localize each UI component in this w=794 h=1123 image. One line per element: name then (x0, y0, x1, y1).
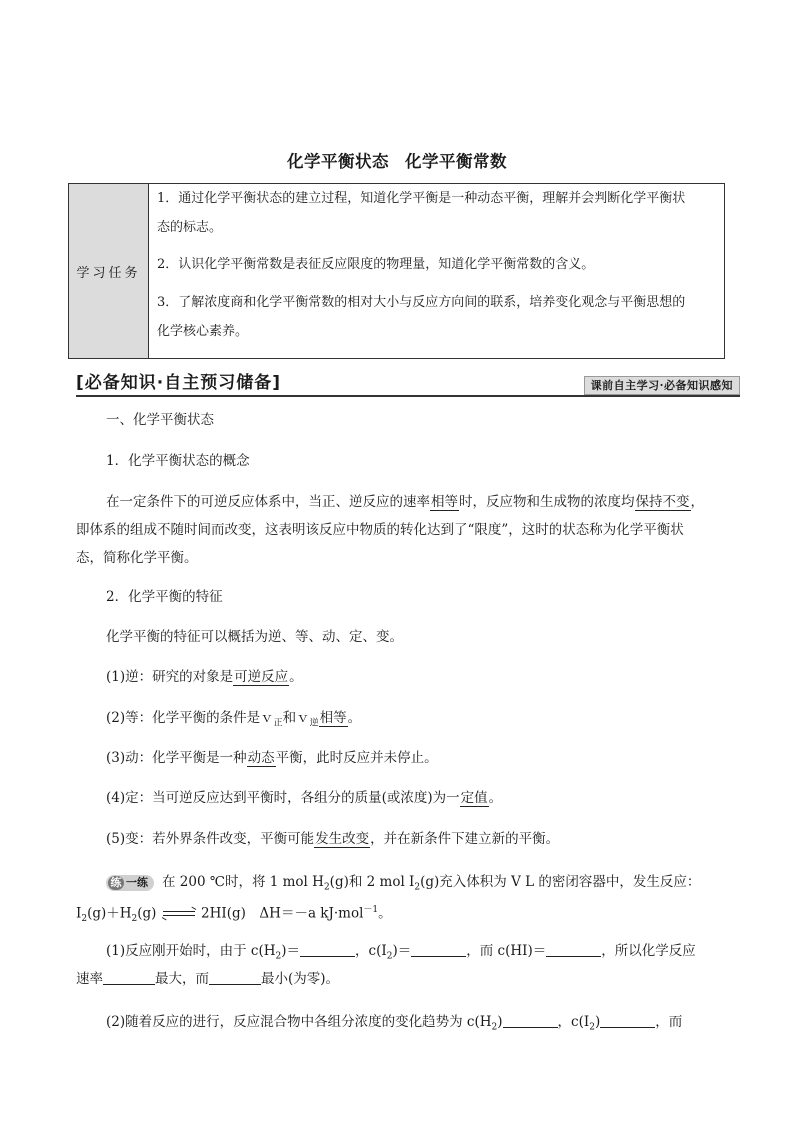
q1-line2-c: 最小(为零)。 (261, 971, 340, 987)
q2-text-a: (2)随着反应的进行，反应混合物中各组分浓度的变化趋势为 c(H (106, 1014, 492, 1030)
blank-rate-max[interactable] (103, 970, 155, 985)
equation-end: 。 (378, 905, 392, 922)
task-item-2 (157, 250, 719, 279)
section-header (76, 368, 740, 398)
feature-5-answer: 发生改变 (315, 831, 370, 847)
subscript-2: 2 (323, 882, 330, 893)
feature-3-end: 平衡，此时反应并未停止。 (275, 750, 438, 766)
q2-text-c: ，c(I (557, 1014, 590, 1030)
practice-badge-mark: 练 (108, 876, 124, 890)
task-item-3-line1: 3．了解浓度商和化学平衡常数的相对大小与反应方向间的联系，培养变化观念与平衡思想的 (157, 295, 686, 310)
feature-2-end: 。 (347, 710, 362, 726)
practice-text-c: (g)充入体积为 V L 的密闭容器中，发生反应： (420, 874, 701, 890)
concept-line-3: 态，简称化学平衡。 (76, 550, 198, 566)
page-title (0, 148, 794, 172)
feature-1-end: 。 (289, 669, 303, 685)
feature-1-answer: 可逆反应 (234, 669, 289, 685)
q1-text-a: (1)反应刚开始时，由于 c(H (106, 943, 276, 959)
feature-4-end: 。 (488, 790, 503, 806)
concept-line-2: 即体系的组成不随时间而改变，这表明该反应中物质的转化达到了“限度”，这时的状态称为化学平衡状 (76, 522, 684, 538)
subscript-2: 2 (589, 1022, 595, 1033)
learning-tasks-table (68, 183, 725, 359)
practice-text-b: (g)和 2 mol I (329, 874, 415, 890)
task-item-3 (157, 288, 719, 346)
feature-5 (106, 825, 559, 853)
q1-line2-b: 最大，而 (155, 971, 209, 987)
section-title: [必备知识·自主预习储备] (76, 373, 281, 393)
feature-4-answer: 定值 (460, 790, 488, 806)
feature-2 (106, 704, 361, 738)
feature-1 (106, 663, 303, 691)
concept-line-1 (106, 488, 726, 516)
practice-badge (106, 875, 154, 891)
feature-5-end: ，并在新条件下建立新的平衡。 (370, 831, 560, 847)
blank-c-h2[interactable] (300, 942, 355, 957)
title-part2: 化学平衡常数 (405, 152, 507, 171)
feature-2-answer: 相等 (319, 710, 347, 726)
feature-5-text: (5)变：若外界条件改变，平衡可能 (106, 831, 315, 847)
task-item-3-line2: 化学核心素养。 (157, 324, 249, 339)
q1-line2-a: 速率 (76, 971, 103, 987)
superscript-minus-1: －1 (363, 905, 379, 915)
task-item-1-line2: 态的标志。 (157, 220, 223, 235)
practice-badge-text: 一练 (126, 875, 148, 889)
subheading-concept: 1．化学平衡状态的概念 (106, 453, 250, 469)
task-item-1-line1: 1．通过化学平衡状态的建立过程，知道化学平衡是一种动态平衡，理解并会判断化学平衡状 (157, 191, 686, 206)
answer-constant: 保持不变 (635, 494, 690, 510)
feature-3-text: (3)动：化学平衡是一种 (106, 750, 247, 766)
subscript-forward: 正 (273, 718, 283, 729)
practice-text-a: 在 200 ℃时，将 1 mol H (162, 874, 324, 890)
subheading-features: 2．化学平衡的特征 (106, 589, 223, 605)
subscript-2: 2 (414, 882, 421, 893)
subscript-2: 2 (491, 1022, 498, 1033)
feature-3 (106, 744, 438, 772)
q2-text-b: ) (497, 1014, 503, 1030)
learning-tasks-label: 学习任务 (69, 184, 149, 358)
subscript-2: 2 (275, 951, 282, 962)
title-part1: 化学平衡状态 (287, 152, 389, 171)
subscript-2: 2 (81, 914, 88, 925)
equation-i: I (76, 905, 82, 922)
q1-text-c: ，c(I (355, 943, 387, 959)
subscript-2: 2 (131, 914, 138, 925)
q1-text-e: ，而 c(HI)＝ (466, 943, 547, 959)
blank-trend-h2[interactable] (503, 1013, 558, 1028)
feature-1-text: (1)逆：研究的对象是 (106, 669, 234, 685)
question-1-line-2 (76, 965, 339, 993)
answer-equal: 相等 (431, 494, 458, 510)
q1-text-d: )＝ (392, 943, 412, 959)
blank-c-i2[interactable] (411, 942, 466, 957)
task-item-2-line1: 2．认识化学平衡常数是表征反应限度的物理量，知道化学平衡常数的含义。 (157, 257, 595, 272)
practice-equation (76, 896, 726, 933)
blank-trend-i2[interactable] (600, 1013, 655, 1028)
concept-text-b: 时，反应物和生成物的浓度均 (459, 494, 635, 510)
concept-text-c: ， (690, 494, 704, 510)
q2-text-e: ，而 (655, 1014, 683, 1030)
q1-text-b: )＝ (281, 943, 301, 959)
heading-chemical-equilibrium: 一、化学平衡状态 (106, 412, 214, 428)
q2-text-d: ) (594, 1014, 601, 1030)
equation-product: 2HI(g) ΔH＝－a kJ·mol (201, 905, 364, 922)
subscript-reverse: 逆 (309, 718, 319, 729)
feature-4 (106, 784, 502, 812)
equation-plus-h: (g)＋H (87, 905, 132, 922)
feature-4-text: (4)定：当可逆反应达到平衡时，各组分的质量(或浓度)为一 (106, 790, 460, 806)
task-item-1 (157, 184, 719, 242)
features-intro: 化学平衡的特征可以概括为逆、等、动、定、变。 (106, 629, 403, 645)
concept-text-a: 在一定条件下的可逆反应体系中，当正、逆反应的速率 (106, 494, 430, 510)
feature-2-mid: 和ｖ (282, 710, 310, 726)
feature-2-text: (2)等：化学平衡的条件是ｖ (106, 710, 274, 726)
section-divider (76, 395, 740, 397)
blank-rate-min[interactable] (209, 970, 261, 985)
q1-text-f: ，所以化学反应 (601, 943, 696, 959)
question-2-line-1 (106, 1008, 736, 1042)
equilibrium-arrow-icon (161, 909, 197, 919)
subscript-2: 2 (386, 951, 393, 962)
feature-3-answer: 动态 (247, 750, 275, 766)
section-tag: 课前自主学习·必备知识感知 (584, 376, 740, 395)
equation-g: (g) (137, 905, 157, 922)
blank-c-hi[interactable] (546, 942, 601, 957)
